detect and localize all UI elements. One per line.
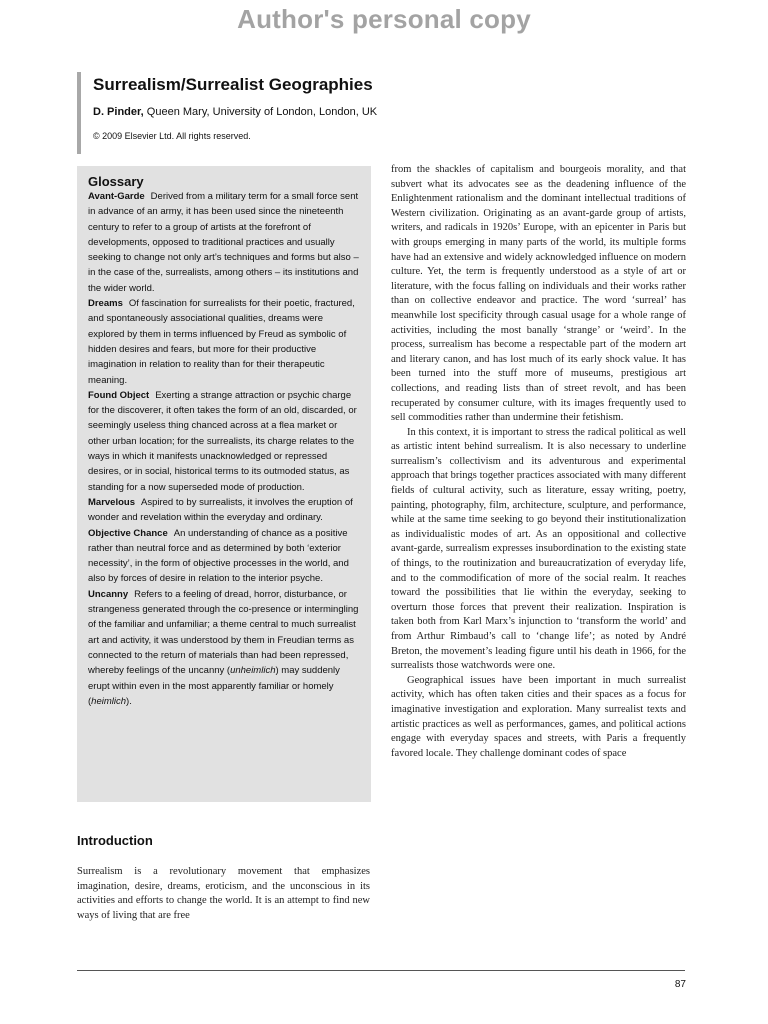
glossary-term: Objective Chance: [88, 527, 168, 539]
glossary-definition: ) may suddenly erupt within even in the most apparently familiar or homely (: [88, 665, 340, 707]
glossary-entry-avant-garde: [88, 189, 359, 296]
glossary-definition: Aspired to by surrealists, it involves the eruption of wonder and revelation within the everyday and ordinary.: [88, 496, 353, 524]
glossary-definition: Exerting a strange attraction or psychic charge for the discoverer, it often takes the form of an old, discarded, or seemingly useless thing chanced across at a flea market or other urban location; for the surrealists, its charge relates to the ways in which it manifests unacknowledged or repressed desires, or in social, historical terms to its outmoded status, as standing for a now superseded mode of production.: [88, 389, 357, 493]
glossary-heading: Glossary: [88, 174, 144, 189]
glossary-definition: Refers to a feeling of dread, horror, disturbance, or strangeness generated through the co-presence or intermingling of the familiar and unfamiliar; a theme central to much surrealist art and activity, it was understood by them in Freudian terms as connected to the return of materials than had been repressed, whereby feelings of the uncanny (: [88, 588, 359, 677]
glossary-definition: Derived from a military term for a small force sent in advance of an army, it has been used since the nineteenth century to refer to a group of artists at the forefront of developments, opposed to traditional practices and usually seeking to change not only art’s techniques and forms but also – in the case of the, surrealists, among others – its institutions and the wider world.: [88, 191, 359, 294]
right-column: [391, 163, 686, 761]
article-header: [77, 72, 713, 154]
watermark: Author's personal copy: [237, 4, 531, 34]
body-paragraph: In this context, it is important to stress the radical political as well as artistic intent behind surrealism. It is also necessary to underline surrealism’s collectivism and its adventurous and experimental approach that brings together practices associated with many different fields of cultural activity, such as literature, essay writing, poetry, painting, photography, film, architecture, sculpture, and performance, while at the same time seeking to go beyond their institutionalization as individualistic modes of art. As an oppositional and collective avant-garde, surrealism expresses insubordination to the existing state of things, to the routinization and bureaucratization of everyday life, and to the commodification of more of the social realm. It reaches toward the possibilities that lie within the everyday, seeking to overturn those forces that prevent their realization. Inspiration is taken both from Karl Marx’s injunction to ‘transform the world’ and from Arthur Rimbaud’s call to ‘change life’; as noted by André Breton, the movement’s leading figure until his death in 1966, for the surrealists those watchwords were one.: [391, 426, 686, 672]
body-paragraph: Geographical issues have been important in much surrealist activity, which has often taken cities and their spaces as a focus for imaginative investigation and exploration. Many surrealist texts and artistic practices as well as performances, games, and political actions engage with everyday spaces and streets, with Paris a frequently favored locale. They challenge dominant codes of space: [391, 674, 686, 759]
glossary-definition: An understanding of chance as a positive rather than neutral force and as determined by both ‘exterior necessity’, in the form of objective processes in the world, and also by forces of desire in relation to the interior psyche.: [88, 527, 349, 585]
glossary-entry-found-object: [88, 388, 359, 495]
glossary-definition: Of fascination for surrealists for their poetic, fractured, and spontaneously associational qualities, dreams were explored by them in terms influenced by Freud as symbolic of hidden desires and fears, but more for their productive imagination in relation to reality than for their therapeutic meaning.: [88, 298, 355, 386]
glossary-term: Uncanny: [88, 588, 129, 600]
copyright-line: © 2009 Elsevier Ltd. All rights reserved.: [93, 131, 251, 141]
glossary-term: Dreams: [88, 298, 123, 310]
author-name: D. Pinder,: [93, 106, 144, 118]
article-title: Surrealism/Surrealist Geographies: [93, 75, 373, 94]
glossary-entry-objective-chance: [88, 526, 359, 587]
glossary-italic-term: unheimlich: [230, 665, 276, 677]
glossary-term: Marvelous: [88, 496, 135, 508]
body-paragraph: from the shackles of capitalism and bourgeois morality, and that subvert what its advocates see as the deadening influence of the Enlightenment rationalism and the dominant intellectual traditions of Western civilization. Originating as an avant-garde group of artists, writers, and radicals in 1920s’ Europe, with an epicenter in Paris but with groups emerging in many parts of the world, its multiple forms have had an extensive and widely acknowledged influence on modern culture. Yet, the term is frequently understood as a style of art or literature, with the focus falling on individuals and their works rather than on collective endeavor and practice. The word ‘surreal’ has meanwhile lost specificity through casual usage for a whole range of activities, including the most banally ‘strange’ or ‘weird’. In the process, surrealism has become a respectable part of the modern art and literary canon, and has lost much of its early shock value. It has been turned into the stuff more of museums, prestigious art collections, and reading lists than of street revolt, and has been recuperated by consumer culture, with its images frequently used to sell commodities rather than undermine their fetishism.: [391, 164, 686, 424]
author-line: [93, 106, 713, 118]
footer-divider: [77, 970, 685, 971]
page-number: 87: [674, 979, 686, 990]
introduction-heading: Introduction: [77, 833, 153, 848]
glossary-entry-marvelous: [88, 495, 359, 526]
glossary-entry-uncanny: [88, 587, 359, 709]
glossary-term: Avant-Garde: [88, 191, 145, 202]
introduction-paragraph-left: Surrealism is a revolutionary movement that emphasizes imagination, desire, dreams, eroticism, and the unconscious in its activities and efforts to change the world. It is an attempt to find new ways of living that are free: [77, 866, 370, 921]
glossary-entry-dreams: [88, 296, 359, 388]
glossary-definition: ).: [126, 695, 132, 707]
glossary-box: [77, 166, 371, 802]
glossary-term: Found Object: [88, 389, 150, 401]
glossary-italic-term: heimlich: [91, 695, 127, 707]
author-affiliation: Queen Mary, University of London, London, UK: [143, 106, 378, 118]
